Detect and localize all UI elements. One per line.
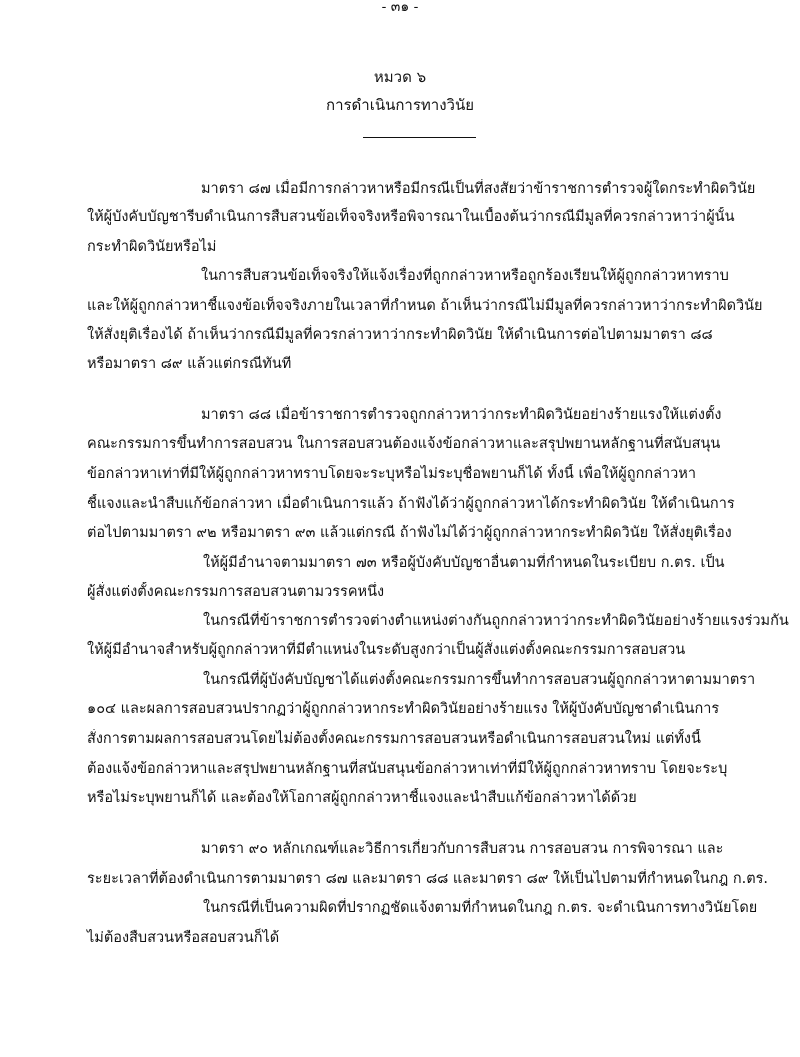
section-87-line-4: ในการสืบสวนข้อเท็จจริงให้แจ้งเรื่องที่ถูกกล่าวหาหรือถูกร้องเรียนให้ผู้ถูกกล่าวหาทราบ <box>201 268 729 284</box>
section-88-line-11: ๑๐๔ และผลการสอบสวนปรากฏว่าผู้ถูกกล่าวหากระทำผิดวินัยอย่างร้ายแรง ให้ผู้บังคับบัญชาดำเนินการ <box>87 701 720 717</box>
section-90-line-4: ไม่ต้องสืบสวนหรือสอบสวนก็ได้ <box>87 930 280 946</box>
section-87-line-5: และให้ผู้ถูกกล่าวหาชี้แจงข้อเท็จจริงภายในเวลาที่กำหนด ถ้าเห็นว่ากรณีไม่มีมูลที่ควรกล่าวหาว่ากระทำผิดวินัย <box>87 298 763 314</box>
section-87-line-3: กระทำผิดวินัยหรือไม่ <box>87 239 217 255</box>
section-87-line-2: ให้ผู้บังคับบัญชารีบดำเนินการสืบสวนข้อเท็จจริงหรือพิจารณาในเบื้องต้นว่ากรณีมีมูลที่ควรกล่าวหาว่าผู้นั้น <box>87 209 735 225</box>
section-88-line-12: สั่งการตามผลการสอบสวนโดยไม่ต้องตั้งคณะกรรมการสอบสวนหรือดำเนินการสอบสวนใหม่ แต่ทั้งนี้ <box>87 731 701 747</box>
section-90-line-1: มาตรา ๙๐ หลักเกณฑ์และวิธีการเกี่ยวกับการสืบสวน การสอบสวน การพิจารณา และ <box>201 841 724 857</box>
section-88-line-13: ต้องแจ้งข้อกล่าวหาและสรุปพยานหลักฐานที่สนับสนุนข้อกล่าวหาเท่าที่มีให้ผู้ถูกกล่าวหาทราบ โดยจะระบุ <box>87 761 728 777</box>
section-88-line-4: ชี้แจงและนำสืบแก้ข้อกล่าวหา เมื่อดำเนินการแล้ว ถ้าฟังได้ว่าผู้ถูกกล่าวหาได้กระทำผิดวินัย ให้ดำเนินการ <box>87 496 735 512</box>
title-divider <box>363 137 476 138</box>
page-number: - ๓๑ - <box>381 0 419 15</box>
chapter-number: หมวด ๖ <box>373 68 427 86</box>
section-90-line-3: ในกรณีที่เป็นความผิดที่ปรากฏชัดแจ้งตามที่กำหนดในกฎ ก.ตร. จะดำเนินการทางวินัยโดย <box>203 900 758 916</box>
section-88-line-8: ในกรณีที่ข้าราชการตำรวจต่างตำแหน่งต่างกันถูกกล่าวหาว่ากระทำผิดวินัยอย่างร้ายแรงร่วมกัน <box>203 613 789 629</box>
section-88-line-14: หรือไม่ระบุพยานก็ได้ และต้องให้โอกาสผู้ถูกกล่าวหาชี้แจงและนำสืบแก้ข้อกล่าวหาได้ด้วย <box>87 790 637 806</box>
section-88-line-3: ข้อกล่าวหาเท่าที่มีให้ผู้ถูกกล่าวหาทราบโดยจะระบุหรือไม่ระบุชื่อพยานก็ได้ ทั้งนี้ เพื่อให้ผู้ถูกกล่าวหา <box>87 466 697 482</box>
section-90-line-2: ระยะเวลาที่ต้องดำเนินการตามมาตรา ๘๗ และมาตรา ๘๘ และมาตรา ๘๙ ให้เป็นไปตามที่กำหนดในกฎ ก.ตร. <box>87 871 769 887</box>
section-87-line-1: มาตรา ๘๗ เมื่อมีการกล่าวหาหรือมีกรณีเป็นที่สงสัยว่าข้าราชการตำรวจผู้ใดกระทำผิดวินัย <box>201 181 756 197</box>
section-87-line-6: ให้สั่งยุติเรื่องได้ ถ้าเห็นว่ากรณีมีมูลที่ควรกล่าวหาว่ากระทำผิดวินัย ให้ดำเนินการต่อไปตามมาตรา ๘๘ <box>87 327 713 343</box>
section-87-line-7: หรือมาตรา ๘๙ แล้วแต่กรณีทันที <box>87 356 292 372</box>
chapter-title: การดำเนินการทางวินัย <box>325 96 475 114</box>
section-88-line-1: มาตรา ๘๘ เมื่อข้าราชการตำรวจถูกกล่าวหาว่ากระทำผิดวินัยอย่างร้ายแรงให้แต่งตั้ง <box>201 407 722 423</box>
section-88-line-9: ให้ผู้มีอำนาจสำหรับผู้ถูกกล่าวหาที่มีตำแหน่งในระดับสูงกว่าเป็นผู้สั่งแต่งตั้งคณะกรรมการสอบสวน <box>87 642 686 658</box>
section-88-line-7: ผู้สั่งแต่งตั้งคณะกรรมการสอบสวนตามวรรคหนึ่ง <box>87 584 385 600</box>
section-88-line-5: ต่อไปตามมาตรา ๙๒ หรือมาตรา ๙๓ แล้วแต่กรณี ถ้าฟังไม่ได้ว่าผู้ถูกกล่าวหากระทำผิดวินัย ให้สั่งยุติเรื่อง <box>87 525 732 541</box>
section-88-line-2: คณะกรรมการขึ้นทำการสอบสวน ในการสอบสวนต้องแจ้งข้อกล่าวหาและสรุปพยานหลักฐานที่สนับสนุน <box>87 436 721 452</box>
section-88-line-10: ในกรณีที่ผู้บังคับบัญชาได้แต่งตั้งคณะกรรมการขึ้นทำการสอบสวนผู้ถูกกล่าวหาตามมาตรา <box>203 672 756 688</box>
section-88-line-6: ให้ผู้มีอำนาจตามมาตรา ๗๓ หรือผู้บังคับบัญชาอื่นตามที่กำหนดในระเบียบ ก.ตร. เป็น <box>203 555 725 571</box>
